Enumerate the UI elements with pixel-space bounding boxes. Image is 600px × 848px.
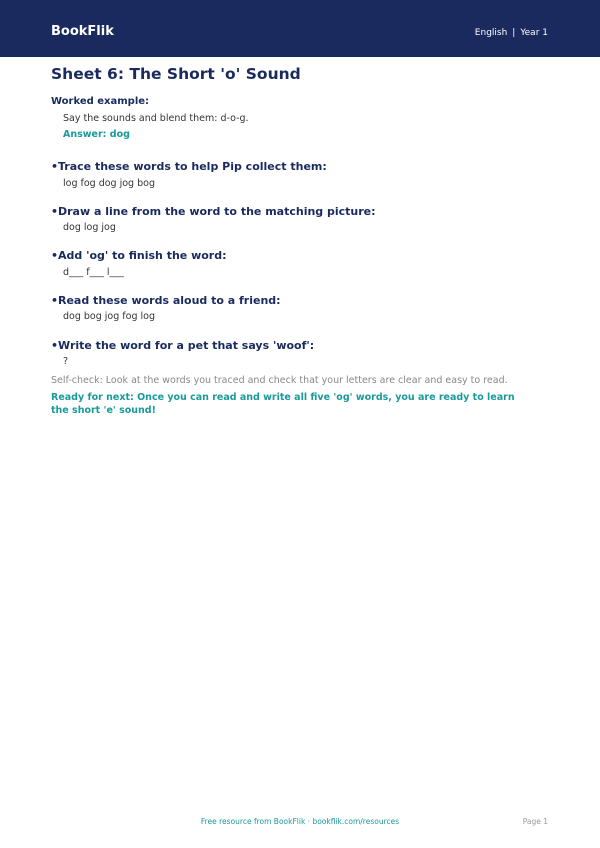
task-heading-text: Draw a line from the word to the matching picture:: [58, 205, 376, 218]
sheet-title: Sheet 6: The Short 'o' Sound: [51, 65, 301, 83]
page-header: [0, 0, 600, 57]
task-body-3: d___ f___ l___: [63, 267, 124, 278]
footer-resource-link[interactable]: Free resource from BookFlik · bookflik.com/resources: [200, 817, 400, 826]
worked-example-instruction: Say the sounds and blend them: d-o-g.: [63, 113, 249, 124]
bullet: •: [51, 160, 59, 173]
self-check-note: Self-check: Look at the words you traced and check that your letters are clear and easy to read.: [51, 375, 508, 386]
bullet: •: [51, 205, 59, 218]
bullet: •: [51, 339, 59, 352]
page-number: Page 1: [522, 817, 548, 826]
bullet: •: [51, 294, 59, 307]
task-heading-text: Read these words aloud to a friend:: [58, 294, 281, 307]
worked-example-answer: Answer: dog: [63, 129, 130, 140]
task-heading-text: Add 'og' to finish the word:: [58, 249, 227, 262]
task-heading-3: [51, 249, 227, 262]
task-body-4: dog bog jog fog log: [63, 311, 155, 322]
task-heading-2: [51, 205, 376, 218]
bullet: •: [51, 249, 59, 262]
header-meta: [475, 28, 548, 38]
year-label: Year 1: [520, 28, 548, 38]
task-body-5: ?: [63, 356, 69, 367]
task-heading-1: [51, 160, 327, 173]
task-heading-text: Write the word for a pet that says 'woof':: [58, 339, 315, 352]
header-separator: |: [512, 28, 516, 38]
brand-logo: BookFlik: [51, 24, 114, 39]
task-heading-4: [51, 294, 281, 307]
task-heading-5: [51, 339, 314, 352]
ready-next-note: Ready for next: Once you can read and write all five 'og' words, you are ready to learn the short 'e' sound!: [51, 392, 515, 416]
subject-label: English: [474, 28, 508, 38]
task-body-1: log fog dog jog bog: [63, 178, 155, 189]
task-heading-text: Trace these words to help Pip collect them:: [58, 160, 327, 173]
task-body-2: dog log jog: [63, 222, 116, 233]
worked-example-label: Worked example:: [51, 96, 150, 107]
